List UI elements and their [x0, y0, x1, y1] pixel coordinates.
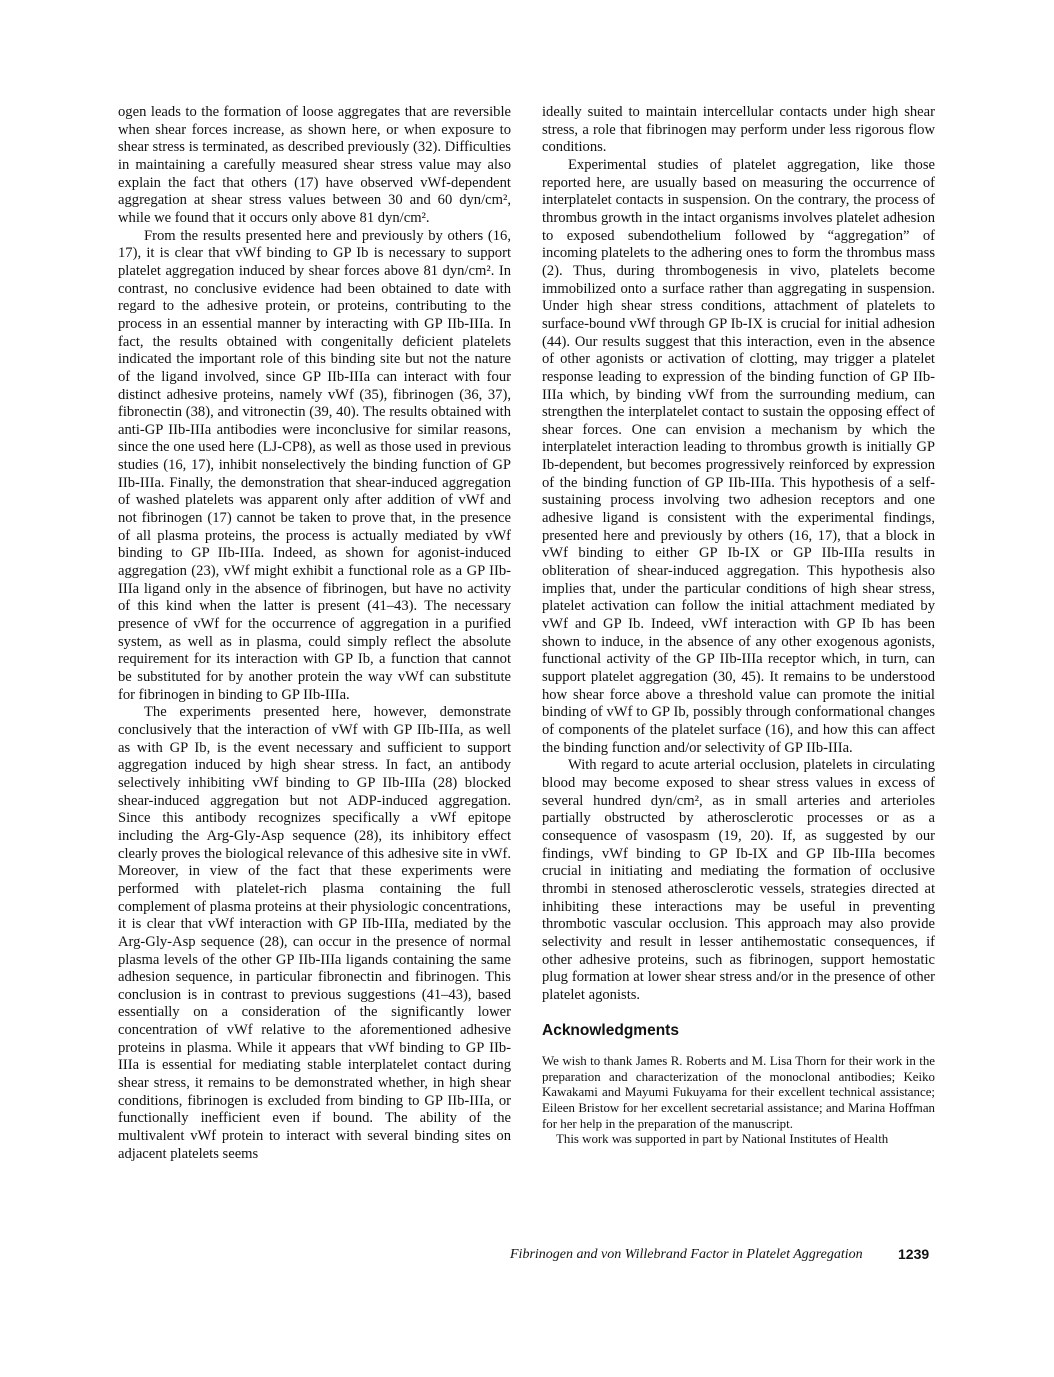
body-paragraph: The experiments presented here, however, demonstrate conclusively that the interaction of vWf with GP IIb-IIIa, as well as with GP Ib, is the event necessary and sufficient to support aggregation induced by high shear stress. In fact, an antibody selectively inhibiting vWf binding to GP IIb-IIIa (28) blocked shear-induced aggregation but not ADP-induced aggregation. Since this antibody recognizes specifically a vWf epitope including the Arg-Gly-Asp sequence (28), its inhibitory effect clearly proves the biological relevance of this adhesive site in vWf. Moreover, in view of the fact that these experiments were performed with platelet-rich plasma containing the full complement of plasma proteins at their physiologic concentrations, it is clear that vWf interaction with GP IIb-IIIa, mediated by the Arg-Gly-Asp sequence (28), can occur in the presence of normal plasma levels of the other GP IIb-IIIa ligands containing the same adhesion sequence, in particular fibronectin and fibrinogen. This conclusion is in contrast to previous suggestions (41–43), based essentially on a consideration of the significantly lower concentration of vWf relative to the aforementioned adhesive proteins in plasma. While it appears that vWf binding to GP IIb-IIIa is essential for mediating stable interplatelet contact during shear stress, it remains to be demonstrated whether, in high shear conditions, fibrinogen is excluded from binding to GP IIb-IIIa, or functionally inefficient even if bound. The ability of the multivalent vWf protein to interact with several binding sites on adjacent platelets seems — [118, 704, 511, 1162]
body-paragraph: ideally suited to maintain intercellular contacts under high shear stress, a role that fibrinogen may perform under less rigorous flow conditions. — [542, 104, 935, 156]
left-column — [118, 104, 511, 1163]
body-paragraph: From the results presented here and previously by others (16, 17), it is clear that vWf binding to GP Ib is necessary to support platelet aggregation induced by shear forces above 81 dyn/cm². In contrast, no conclusive evidence had been obtained to date with regard to the adhesive protein, or proteins, contributing to the process in an essential manner by interacting with GP IIb-IIIa. In fact, the results obtained with congenitally deficient platelets indicated the important role of this binding site but not the nature of the ligand involved, since GP IIb-IIIa can interact with four distinct adhesive proteins, namely vWf (35), fibrinogen (36, 37), fibronectin (38), and vitronectin (39, 40). The results obtained with anti-GP IIb-IIIa antibodies were inconclusive for similar reasons, since the one used here (LJ-CP8), as well as those used in previous studies (16, 17), inhibit nonselectively the binding function of GP IIb-IIIa. Finally, the demonstration that shear-induced aggregation of washed platelets was apparent only after addition of vWf and not fibrinogen (17) cannot be taken to prove that, in the presence of all plasma proteins, the process is actually mediated by vWf binding to GP IIb-IIIa. Indeed, as shown for agonist-induced aggregation (23), vWf might exhibit a functional role as a GP IIb-IIIa ligand only in the absence of fibrinogen, but have no activity of this kind when the latter is present (41–43). The necessary presence of vWf for the occurrence of aggregation in a purified system, as well as in plasma, could simply reflect the absolute requirement for its interaction with GP Ib, a function that cannot be substituted for by another protein the way vWf can substitute for fibrinogen in binding to GP IIb-IIIa. — [118, 227, 511, 703]
body-paragraph: Experimental studies of platelet aggregation, like those reported here, are usually based on measuring the occurrence of interplatelet contacts in suspension. On the contrary, the process of thrombus growth in the intact organisms involves platelet adhesion to exposed subendothelium followed by “aggregation” of incoming platelets to the adhering ones to form the thrombus mass (2). Thus, during thrombogenesis in vivo, platelets become immobilized onto a surface rather than aggregating in suspension. Under high shear stress conditions, attachment of platelets to surface-bound vWf through GP Ib-IX is crucial for initial adhesion (44). Our results suggest that this interaction, even in the absence of other agonists or activation of clotting, may trigger a platelet response leading to expression of the binding function of GP IIb-IIIa which, by binding vWf from the surrounding medium, can strengthen the interplatelet contact to sustain the opposing effect of shear forces. One can envision a mechanism by which the interplatelet interaction leading to thrombus growth is initially GP Ib-dependent, but becomes progressively reinforced by expression of the binding function of GP IIb-IIIa. This hypothesis of a self-sustaining process involving two adhesion receptors and one adhesive ligand is consistent with the experimental findings, presented here and previously by others (16, 17), that a block in vWf binding to either GP Ib-IX or GP IIb-IIIa results in obliteration of shear-induced aggregation. This hypothesis also implies that, under the particular conditions of high shear stress, platelet activation can follow the initial attachment mediated by vWf and GP Ib. Indeed, vWf interaction with GP Ib has been shown to induce, in the absence of any other exogenous agonists, functional activity of the GP IIb-IIIa receptor which, in turn, can support platelet aggregation (30, 45). It remains to be understood how shear force above a threshold value can promote the initial binding of vWf to GP Ib, possibly through conformational changes of components of the platelet surface (16), and how this can affect the binding function and/or selectivity of GP IIb-IIIa. — [542, 156, 935, 756]
acknowledgments-paragraph: This work was supported in part by National Institutes of Health — [556, 1132, 889, 1147]
running-title: Fibrinogen and von Willebrand Factor in Platelet Aggregation — [510, 1247, 863, 1262]
page-number: 1239 — [898, 1246, 930, 1262]
acknowledgments-heading: Acknowledgments — [542, 1022, 679, 1040]
body-paragraph: ogen leads to the formation of loose aggregates that are reversible when shear forces increase, as shown here, or when exposure to shear stress is terminated, as described previously (32). Difficulties in maintaining a carefully measured shear stress value may also explain the fact that others (17) have observed vWf-dependent aggregation at shear stress values between 30 and 60 dyn/cm², while we found that it occurs only above 81 dyn/cm². — [118, 104, 511, 226]
acknowledgments-paragraph: We wish to thank James R. Roberts and M. Lisa Thorn for their work in the preparation and characterization of the monoclonal antibodies; Keiko Kawakami and Mayumi Fukuyama for their excellent technical assistance; Eileen Bristow for her excellent secretarial assistance; and Marina Hoffman for her help in the preparation of the manuscript. — [542, 1054, 935, 1131]
right-column — [542, 104, 935, 1148]
body-paragraph: With regard to acute arterial occlusion, platelets in circulating blood may become exposed to shear stress values in excess of several hundred dyn/cm², as in small arteries and arterioles partially obstructed by atherosclerotic processes or as a consequence of vasospasm (19, 20). If, as suggested by our findings, vWf binding to GP Ib-IX and GP IIb-IIIa becomes crucial in initiating and mediating the formation of occlusive thrombi in stenosed atherosclerotic vessels, strategies directed at inhibiting these interactions may be useful in preventing thrombotic vascular occlusion. This approach may also provide selectivity and result in lesser antihemostatic consequences, if other adhesive proteins, such as fibrinogen, support hemostatic plug formation at lower shear stress and/or in the presence of other platelet agonists. — [542, 757, 935, 1003]
acknowledgments-section — [542, 1054, 935, 1148]
